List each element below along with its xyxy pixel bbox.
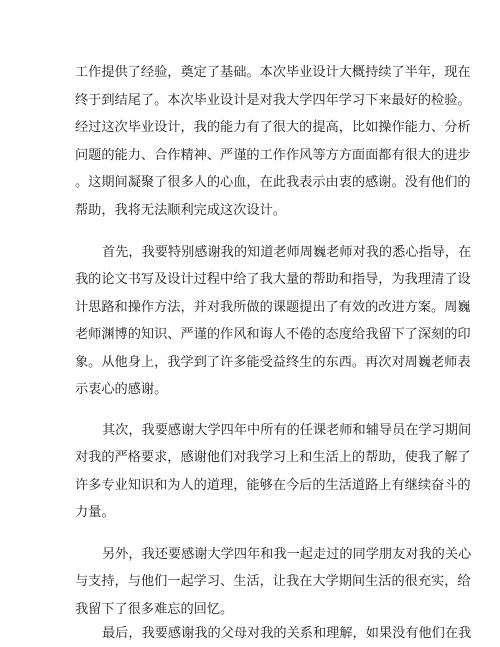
- paragraph-3-line-4: 力量。: [75, 505, 115, 520]
- paragraph-2-line-6: 示衷心的感谢。: [75, 382, 168, 397]
- paragraph-4-line-2: 与支持，与他们一起学习、生活，让我在大学期间生活的很充实，给: [75, 574, 471, 589]
- paragraph-3-line-1: 其次，我要感谢大学四年中所有的任课老师和辅导员在学习期间: [102, 423, 472, 438]
- paragraph-4-line-1: 另外，我还要感谢大学四年和我一起走过的同学朋友对我的关心: [102, 547, 472, 562]
- paragraph-3-line-2: 对我的严格要求，感谢他们对我学习上和生活上的帮助，使我了解了: [75, 450, 471, 465]
- paragraph-1-line-2: 终于到结尾了。本次毕业设计是对我大学四年学习下来最好的检验。: [75, 93, 471, 108]
- paragraph-5-line-1: 最后，我要感谢我的父母对我的关系和理解，如果没有他们在我: [102, 626, 472, 641]
- paragraph-3-line-3: 许多专业知识和为人的道理，能够在今后的生活道路上有继续奋斗的: [75, 478, 471, 493]
- paragraph-2-line-3: 计思路和操作方法，并对我所做的课题提出了有效的改进方案。周巍: [75, 300, 471, 315]
- paragraph-2-line-5: 象。从他身上，我学到了许多能受益终生的东西。再次对周巍老师表: [75, 355, 471, 370]
- paragraph-1-line-1: 工作提供了经验，奠定了基础。本次毕业设计大概持续了半年，现在: [75, 65, 471, 80]
- paragraph-4-line-3: 我留下了很多难忘的回忆。: [75, 602, 234, 617]
- paragraph-1-line-5: 。这期间凝聚了很多人的心血，在此我表示由衷的感谢。没有他们的: [75, 175, 471, 190]
- paragraph-2-line-2: 我的论文书写及设计过程中给了我大量的帮助和指导，为我理清了设: [75, 272, 471, 287]
- paragraph-2-line-1: 首先，我要特别感谢我的知道老师周巍老师对我的悉心指导，在: [102, 245, 472, 260]
- paragraph-2-line-4: 老师渊博的知识、严谨的作风和诲人不倦的态度给我留下了深刻的印: [75, 327, 471, 342]
- paragraph-1-line-4: 问题的能力、合作精神、严谨的工作作风等方方面面都有很大的进步: [75, 148, 471, 163]
- paragraph-1-line-6: 帮助，我将无法顺利完成这次设计。: [75, 203, 286, 218]
- paragraph-1-line-3: 经过这次毕业设计，我的能力有了很大的提高，比如操作能力、分析: [75, 120, 471, 135]
